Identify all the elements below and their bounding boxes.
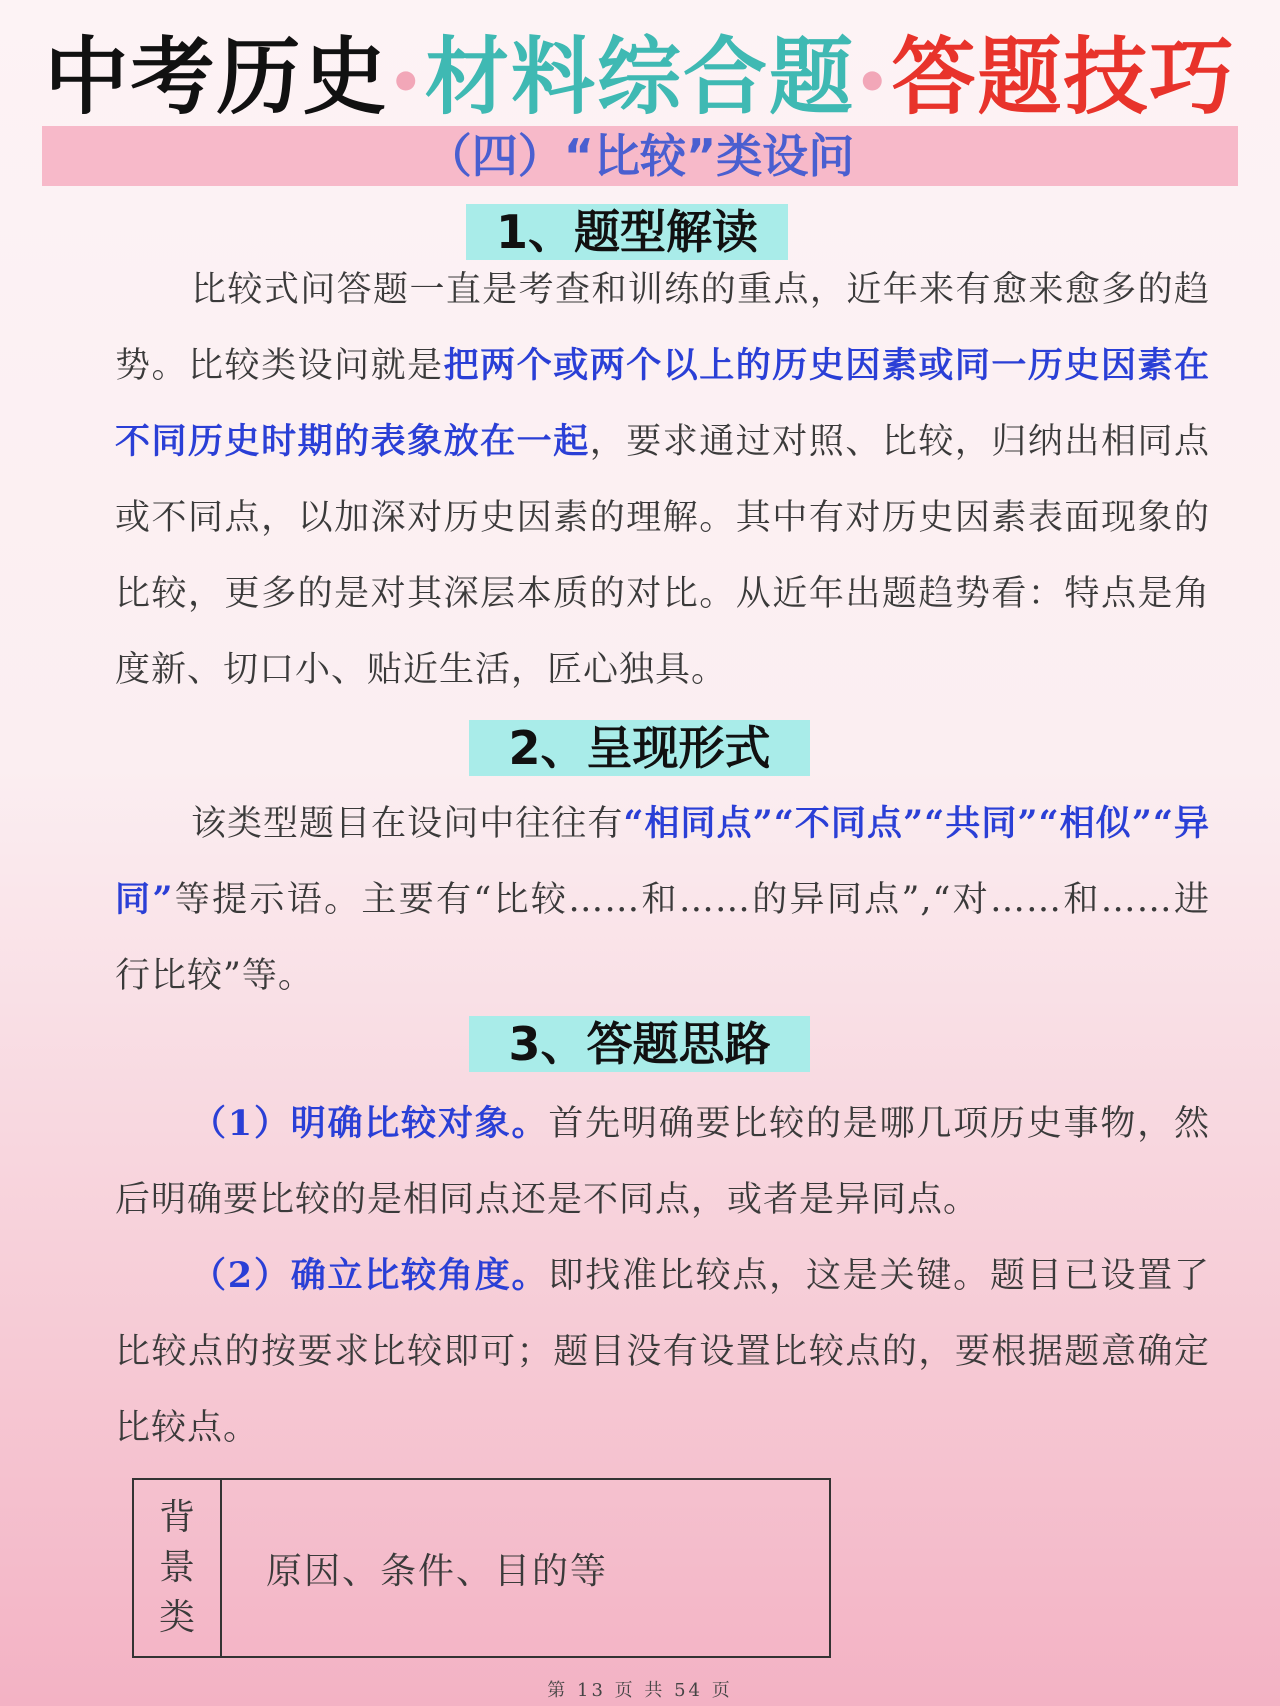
page-number: 第 13 页 共 54 页 (547, 1680, 733, 1701)
heading-answer-approach: 3、答题思路 (469, 1016, 810, 1072)
highlight-text: 把两个或两个以上的历史因素或同一历史因素在不同历史时期的表象放在一起 (115, 345, 1210, 462)
step-1-text: 首先明确要比较的是哪几项历史事物，然后明确要比较的是相同点还是不同点，或者是异同点。 (115, 1104, 1210, 1220)
text-segment: ，要求通过对照、比较，归纳出相同点或不同点，以加深对历史因素的理解。其中有对历史因素表面现象的比较，更多的是对其深层本质的对比。从近年出题趋势看：特点是角度新、切口小、贴近生活，匠心独具。 (115, 422, 1210, 690)
heading-presentation-form: 2、呈现形式 (469, 720, 810, 776)
table-cell: 原因、条件、目的等 (266, 1550, 609, 1592)
paragraph-step-1 (115, 1086, 1210, 1238)
row-header-text: 背景类 (158, 1497, 195, 1638)
paragraph-presentation-form (115, 786, 1210, 1014)
title-part-3: 答题技巧 (891, 28, 1236, 126)
text-segment: 等提示语。主要有“比较……和……的异同点”,“对……和……进行比较”等。 (115, 880, 1211, 996)
step-2-text: 即找准比较点，这是关键。题目已设置了比较点的按要求比较即可；题目没有设置比较点的，要根据题意确定比较点。 (115, 1256, 1210, 1448)
heading-question-type: 1、题型解读 (466, 204, 788, 260)
text-segment: 比较式问答题一直是考查和训练的重点，近年来有愈来愈多的趋势。比较类设问就是 (115, 270, 1210, 386)
paragraph-step-2 (115, 1238, 1210, 1466)
text-segment: 该类型题目在设问中往往有 (191, 804, 624, 844)
section-banner: （四）“比较”类设问 (42, 126, 1238, 186)
paragraph-question-type (115, 252, 1210, 708)
table-row-header (134, 1480, 222, 1656)
title-separator-1: • (388, 51, 425, 115)
highlight-text: “相同点”“不同点”“共同”“相似”“异同” (115, 803, 1210, 920)
step-2-label: （2）确立比较角度。 (191, 1255, 549, 1296)
title-part-1: 中考历史 (44, 28, 389, 126)
title-part-2: 材料综合题 (424, 28, 855, 126)
page-title (0, 22, 1280, 138)
comparison-table (132, 1478, 831, 1658)
step-1-label: （1）明确比较对象。 (191, 1103, 549, 1144)
title-separator-2: • (855, 51, 892, 115)
